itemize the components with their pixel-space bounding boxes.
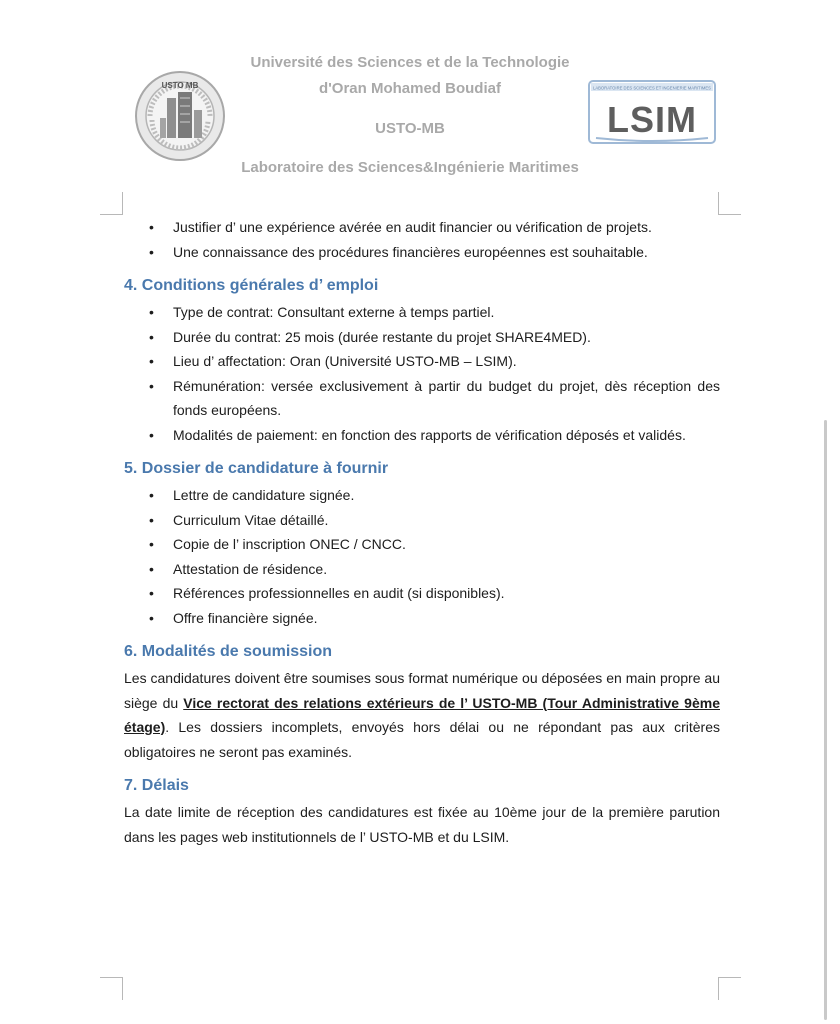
list-item: • Modalités de paiement: en fonction des rapports de vérification déposés et validés. [124, 423, 720, 448]
university-acronym: USTO-MB [375, 120, 445, 137]
page-corner-top-right [718, 192, 741, 215]
usto-mb-logo [134, 70, 226, 162]
list-item: • Rémunération: versée exclusivement à partir du budget du projet, dès réception des fonds européens. [124, 374, 720, 423]
list-item: • Justifier d’ une expérience avérée en audit financier ou vérification de projets. [124, 215, 720, 240]
soumission-text-end: . Les dossiers incomplets, envoyés hors délai ou ne répondant pas aux critères obligatoires ne seront pas examinés. [124, 719, 720, 760]
section-title-dossier: 5. Dossier de candidature à fournir [124, 460, 389, 477]
list-item: • Curriculum Vitae détaillé. [124, 508, 720, 533]
list-item: • Durée du contrat: 25 mois (durée restante du projet SHARE4MED). [124, 325, 720, 350]
list-item: • Lieu d’ affectation: Oran (Université USTO-MB – LSIM). [124, 349, 720, 374]
soumission-paragraph [124, 666, 720, 764]
lsim-logo [588, 80, 716, 144]
list-item: • Type de contrat: Consultant externe à temps partiel. [124, 300, 720, 325]
dossier-list [124, 483, 720, 630]
usto-mb-logo-text: USTO MB [161, 81, 199, 90]
university-name-line1: Université des Sciences et de la Technologie [250, 54, 570, 71]
conditions-list [124, 300, 720, 447]
soumission-address: Vice rectorat des relations extérieurs de l’ USTO-MB (Tour Administrative 9ème étage) [124, 694, 720, 735]
page-corner-bottom-right [718, 977, 741, 1000]
list-item: • Références professionnelles en audit (si disponibles). [124, 581, 720, 606]
requirements-list [124, 215, 720, 264]
lsim-logo-subtitle: LABORATOIRE DES SCIENCES ET INGENIERIE MARITIMES [593, 85, 711, 91]
soumission-text-start: Les candidatures doivent être soumises sous format numérique ou déposées en main propre au siège du [124, 670, 720, 711]
section-title-soumission: 6. Modalités de soumission [124, 643, 333, 660]
list-item: • Offre financière signée. [124, 606, 720, 631]
university-name-line2: d'Oran Mohamed Boudiaf [319, 80, 501, 97]
section-title-delais: 7. Délais [124, 777, 189, 794]
list-item: • Copie de l’ inscription ONEC / CNCC. [124, 532, 720, 557]
page-corner-top-left [100, 192, 123, 215]
vertical-scrollbar[interactable] [824, 420, 827, 1020]
document-body [124, 215, 720, 849]
section-title-conditions: 4. Conditions générales d’ emploi [124, 277, 379, 294]
list-item: • Attestation de résidence. [124, 557, 720, 582]
lsim-logo-text: LSIM [607, 99, 697, 140]
list-item: • Une connaissance des procédures financières européennes est souhaitable. [124, 240, 720, 265]
list-item: • Lettre de candidature signée. [124, 483, 720, 508]
delais-paragraph: La date limite de réception des candidatures est fixée au 10ème jour de la première parution dans les pages web institutionnels de l’ USTO-MB et du LSIM. [124, 804, 720, 845]
page-corner-bottom-left [100, 977, 123, 1000]
laboratory-name: Laboratoire des Sciences&Ingénierie Maritimes [241, 159, 579, 176]
